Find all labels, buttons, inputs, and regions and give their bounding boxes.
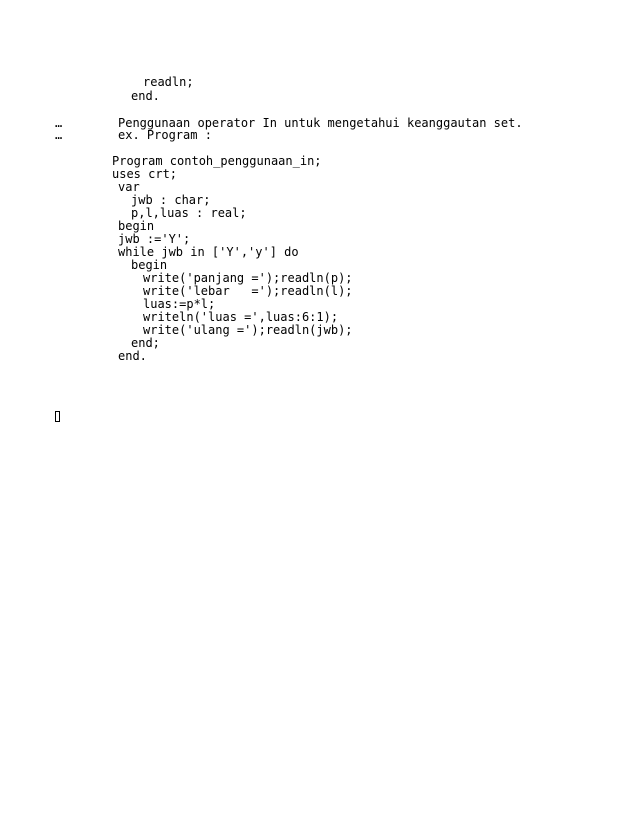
code-line: uses crt; (112, 167, 178, 181)
code-line: while jwb in ['Y','y'] do (118, 245, 299, 259)
code-line: writeln('luas =',luas:6:1); (143, 310, 339, 324)
code-line: write('panjang =');readln(p); (143, 271, 353, 285)
bullet-marker: … (55, 116, 63, 130)
code-line-end: end. (131, 89, 160, 103)
code-line: begin (118, 219, 155, 233)
code-line: jwb :='Y'; (118, 232, 191, 246)
bullet-text: Penggunaan operator In untuk mengetahui keanggautan set. (118, 116, 523, 130)
code-line: Program contoh_penggunaan_in; (112, 154, 322, 168)
code-line: p,l,luas : real; (131, 206, 247, 220)
code-line: begin (131, 258, 168, 272)
code-line: end. (118, 349, 147, 363)
code-line: luas:=p*l; (143, 297, 216, 311)
missing-glyph-icon (55, 411, 60, 422)
bullet-text: ex. Program : (118, 128, 212, 142)
code-line: jwb : char; (131, 193, 211, 207)
code-line: end; (131, 336, 160, 350)
code-line: write('ulang =');readln(jwb); (143, 323, 353, 337)
bullet-marker: … (55, 128, 63, 142)
code-line: var (118, 180, 140, 194)
code-line: write('lebar =');readln(l); (143, 284, 353, 298)
code-line-readln: readln; (143, 75, 194, 89)
